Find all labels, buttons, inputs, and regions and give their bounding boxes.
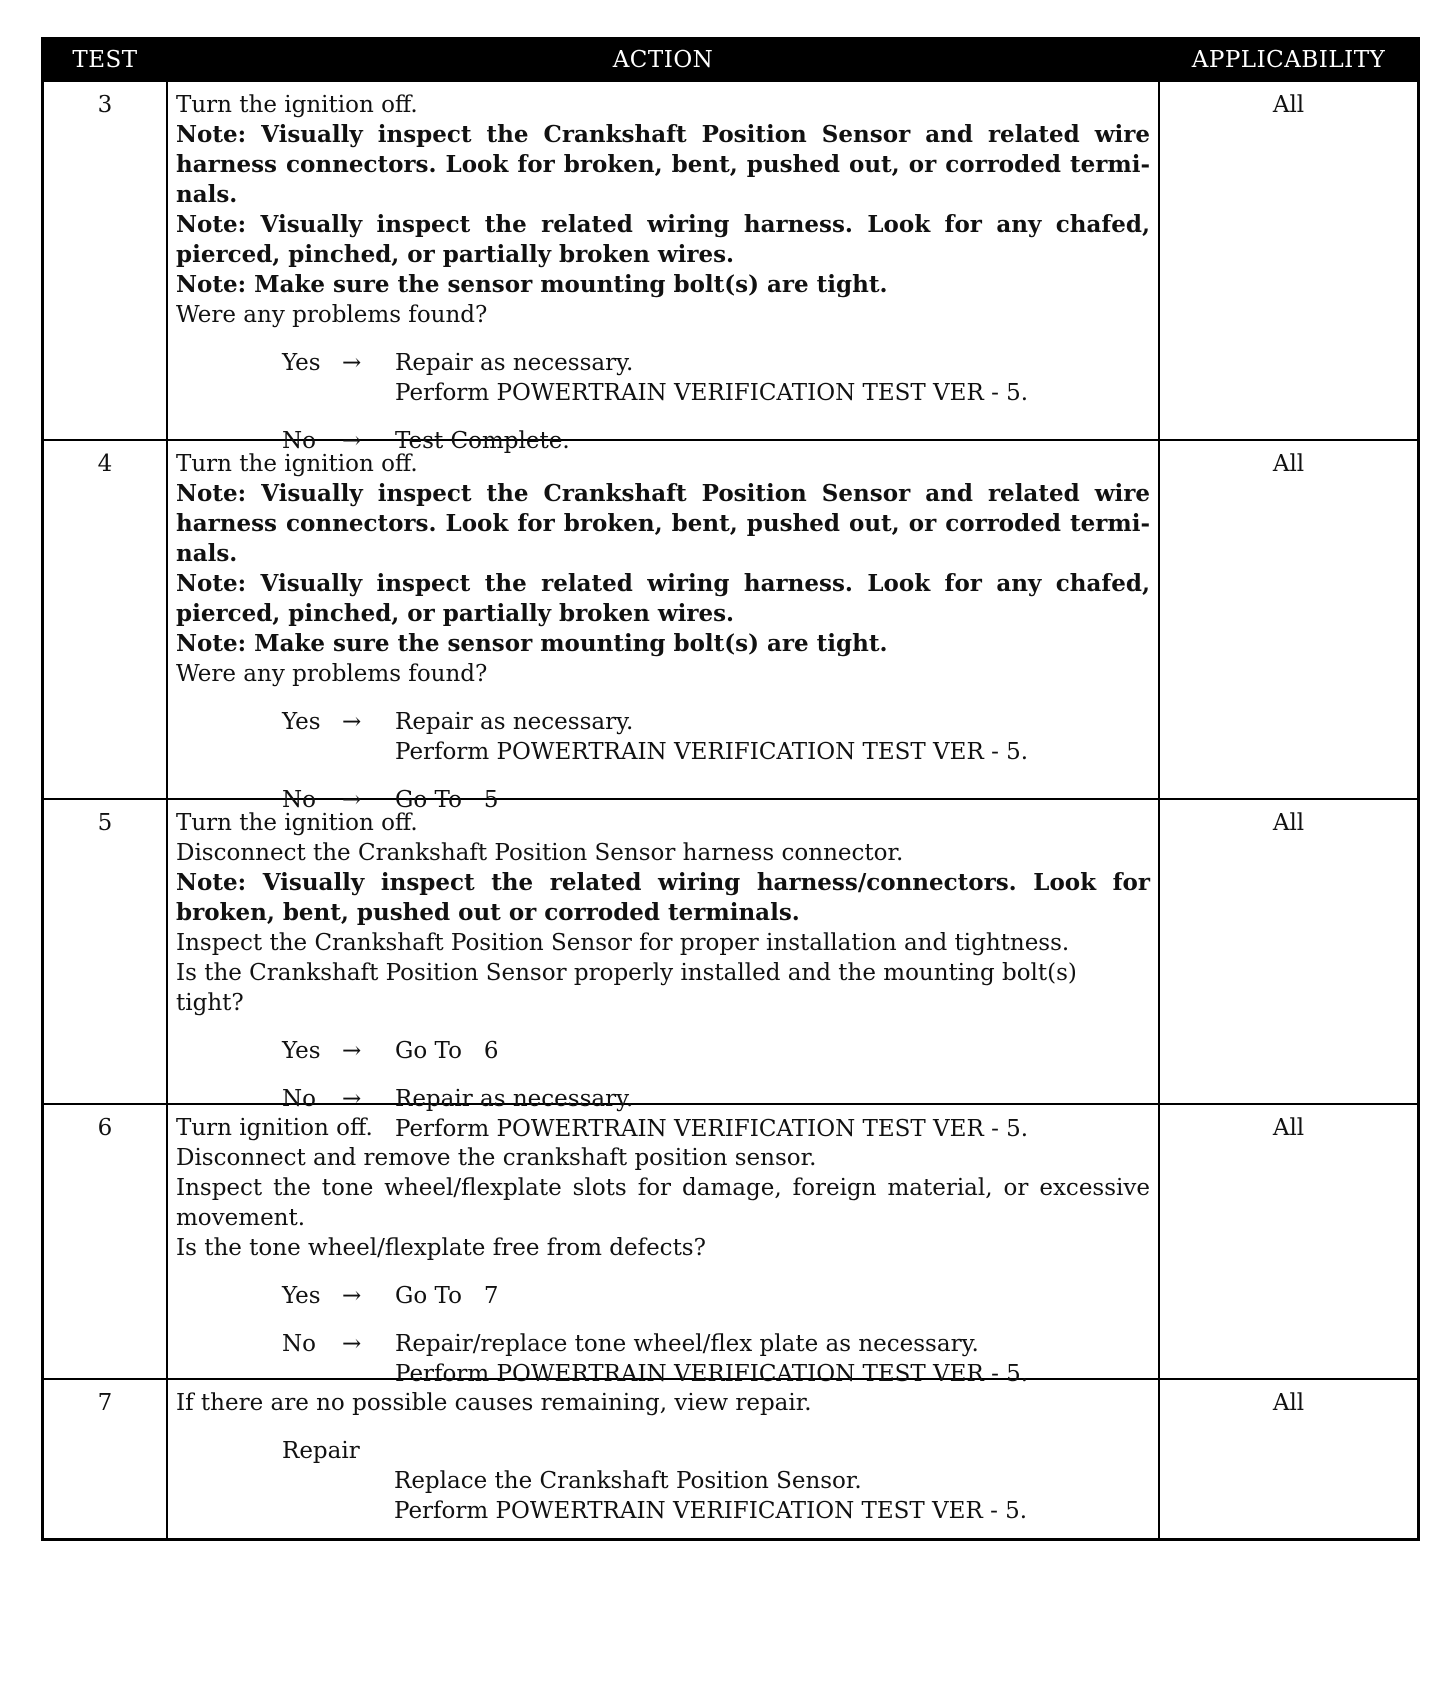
yes-label: Yes	[282, 709, 321, 735]
note-line: Note: Make sure the sensor mounting bolt(s) are tight.	[176, 630, 888, 657]
yes-response	[282, 1281, 1150, 1311]
action-line: Turn ignition off.	[176, 1115, 373, 1141]
response-text: Go To 6	[395, 1038, 499, 1064]
yes-response	[282, 707, 1150, 767]
action-line: Disconnect the Crankshaft Position Sensor harness connector.	[176, 840, 904, 866]
no-label: No	[282, 1331, 316, 1357]
note-line: Note: Visually inspect the related wiring harness. Look for any chafed, pierced, pinched, or partially broken wires.	[176, 211, 1150, 268]
response-text: Perform POWERTRAIN VERIFICATION TEST VER - 5.	[395, 380, 1029, 406]
no-label: No	[282, 1086, 316, 1112]
action-cell	[168, 441, 1158, 813]
action-cell	[168, 1380, 1158, 1538]
action-line: Turn the ignition off.	[176, 92, 418, 118]
yes-label: Yes	[282, 350, 321, 376]
applicability-cell: All	[1158, 800, 1417, 1103]
repair-text: Replace the Crankshaft Position Sensor.	[394, 1468, 862, 1494]
question-line: Is the Crankshaft Position Sensor properly installed and the mounting bolt(s) tight?	[176, 960, 1077, 1016]
arrow-icon: →	[342, 428, 362, 454]
applicability-cell: All	[1158, 1105, 1417, 1378]
response-text: Repair as necessary.	[395, 1086, 634, 1112]
action-cell	[168, 82, 1158, 454]
test-row-3	[44, 80, 1417, 454]
response-text: Perform POWERTRAIN VERIFICATION TEST VER - 5.	[395, 739, 1029, 765]
yes-label: Yes	[282, 1283, 321, 1309]
action-line: If there are no possible causes remaining, view repair.	[176, 1390, 812, 1416]
test-row-4	[44, 439, 1417, 813]
response-text: Repair/replace tone wheel/flex plate as necessary.	[395, 1331, 979, 1357]
no-label: No	[282, 787, 316, 813]
test-row-6	[44, 1103, 1417, 1387]
note-line: Note: Visually inspect the Crankshaft Position Sensor and related wire harness connectors. Look for broken, bent, pushed out, or corroded termi-nals.	[176, 480, 1150, 567]
response-text: Go To 7	[395, 1283, 499, 1309]
response-text: Perform POWERTRAIN VERIFICATION TEST VER - 5.	[395, 1361, 1029, 1387]
table-header	[44, 40, 1417, 80]
action-line: Inspect the Crankshaft Position Sensor for proper installation and tightness.	[176, 930, 1070, 956]
note-line: Note: Visually inspect the related wiring harness. Look for any chafed, pierced, pinched, or partially broken wires.	[176, 570, 1150, 627]
header-applicability: APPLICABILITY	[1191, 47, 1386, 73]
question-line: Were any problems found?	[176, 302, 488, 328]
applicability-cell: All	[1158, 441, 1417, 798]
arrow-icon: →	[342, 1331, 362, 1357]
test-number: 5	[44, 800, 168, 1103]
header-action: ACTION	[612, 47, 714, 73]
applicability-cell: All	[1158, 1380, 1417, 1538]
action-line: Disconnect and remove the crankshaft position sensor.	[176, 1145, 817, 1171]
arrow-icon: →	[342, 1086, 362, 1112]
response-text: Repair as necessary.	[395, 350, 634, 376]
arrow-icon: →	[342, 787, 362, 813]
note-line: Note: Visually inspect the Crankshaft Position Sensor and related wire harness connectors. Look for broken, bent, pushed out, or corroded termi-nals.	[176, 121, 1150, 208]
action-line: Turn the ignition off.	[176, 810, 418, 836]
yes-response	[282, 348, 1150, 408]
diagnostic-test-table	[41, 37, 1420, 1541]
yes-response	[282, 1036, 1150, 1066]
test-number: 6	[44, 1105, 168, 1378]
applicability-cell: All	[1158, 82, 1417, 439]
arrow-icon: →	[342, 709, 362, 735]
arrow-icon: →	[342, 1283, 362, 1309]
arrow-icon: →	[342, 1038, 362, 1064]
test-number: 4	[44, 441, 168, 798]
action-line: Inspect the tone wheel/flexplate slots for damage, foreign material, or excessive movement.	[176, 1175, 1150, 1231]
response-text: Perform POWERTRAIN VERIFICATION TEST VER - 5.	[395, 1116, 1029, 1142]
arrow-icon: →	[342, 350, 362, 376]
repair-text: Perform POWERTRAIN VERIFICATION TEST VER - 5.	[394, 1498, 1028, 1524]
note-line: Note: Make sure the sensor mounting bolt(s) are tight.	[176, 271, 888, 298]
response-text: Repair as necessary.	[395, 709, 634, 735]
yes-label: Yes	[282, 1038, 321, 1064]
action-cell	[168, 1105, 1158, 1387]
test-number: 3	[44, 82, 168, 439]
response-text: Test Complete.	[395, 428, 570, 454]
action-line: Turn the ignition off.	[176, 451, 418, 477]
repair-label: Repair	[282, 1438, 360, 1464]
question-line: Were any problems found?	[176, 661, 488, 687]
note-line: Note: Visually inspect the related wiring harness/connectors. Look for broken, bent, pushed out or corroded terminals.	[176, 869, 1150, 926]
header-test: TEST	[72, 47, 138, 73]
no-label: No	[282, 428, 316, 454]
test-number: 7	[44, 1380, 168, 1538]
question-line: Is the tone wheel/flexplate free from defects?	[176, 1235, 706, 1261]
test-row-7	[44, 1378, 1417, 1538]
response-text: Go To 5	[395, 787, 499, 813]
